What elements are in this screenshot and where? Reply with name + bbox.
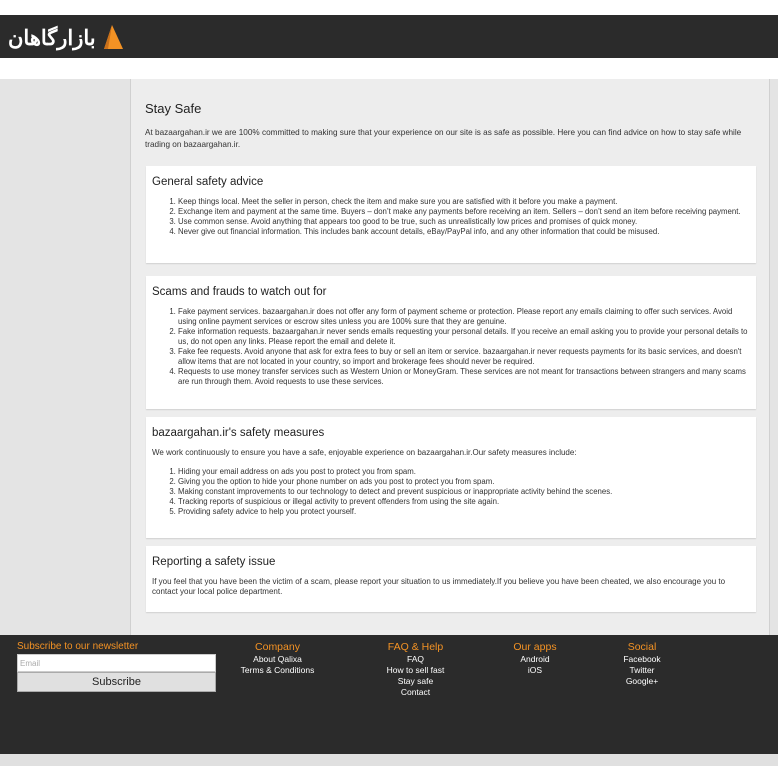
footer-link-ios[interactable]: iOS <box>527 665 543 675</box>
footer-link-facebook[interactable]: Facebook <box>623 654 661 664</box>
list-item: 4. Requests to use money transfer services such as Western Union or MoneyGram. These services are not meant for transactions between strangers and many scams are run through them. Avoid requests to use these services. <box>178 367 750 387</box>
newsletter-form <box>17 641 217 692</box>
list-item: 1. Fake payment services. bazaargahan.ir does not offer any form of payment scheme or protection. Please report any emails claiming to offer such services. Avoid using online payment services or escrow sites unless you are 100% sure that they are genuine. <box>178 307 750 327</box>
footer-link-twitter[interactable]: Twitter <box>629 665 655 675</box>
list-item: 3. Making constant improvements to our technology to detect and prevent suspicious or inappropriate activity behind the scenes. <box>178 487 750 497</box>
top-header <box>0 15 778 58</box>
footer-link-googleplus[interactable]: Google+ <box>625 676 659 686</box>
list-item: 4. Never give out financial information. This includes bank account details, eBay/PayPal info, and any other information that could be misused. <box>178 227 750 237</box>
footer-column-title: Our apps <box>513 641 557 653</box>
list-item: 4. Tracking reports of suspicious or illegal activity to prevent offenders from using the site again. <box>178 497 750 507</box>
section-title: bazaargahan.ir's safety measures <box>152 427 325 439</box>
sail-logo-icon <box>98 23 124 51</box>
main-content <box>130 79 770 635</box>
footer-link-stay-safe[interactable]: Stay safe <box>397 676 434 686</box>
list-item: 5. Providing safety advice to help you protect yourself. <box>178 507 750 517</box>
footer-link-contact[interactable]: Contact <box>400 687 431 697</box>
footer-column-faq <box>368 641 463 698</box>
footer-link-faq[interactable]: FAQ <box>406 654 424 664</box>
advice-list <box>152 197 750 237</box>
footer-column-company <box>220 641 335 676</box>
footer-link-sell-fast[interactable]: How to sell fast <box>386 665 445 675</box>
footer-column-title: FAQ & Help <box>387 641 444 653</box>
footer-column-social <box>607 641 677 687</box>
list-item: 1. Keep things local. Meet the seller in person, check the item and make sure you are satisfied with it before you make a payment. <box>178 197 750 207</box>
footer-link-terms[interactable]: Terms & Conditions <box>240 665 315 675</box>
footer-column-apps <box>500 641 570 676</box>
footer-column-title: Social <box>627 641 657 653</box>
bottom-strip <box>0 754 778 766</box>
scams-list <box>152 307 750 387</box>
section-title: Reporting a safety issue <box>152 556 276 568</box>
section-general-safety <box>146 166 756 263</box>
footer-link-about[interactable]: About Qalixa <box>253 654 302 664</box>
subscribe-button[interactable]: Subscribe <box>17 672 216 692</box>
section-safety-measures <box>146 417 756 538</box>
newsletter-email-input[interactable] <box>17 654 216 672</box>
section-intro: We work continuously to ensure you have a safe, enjoyable experience on bazaargahan.ir.Our safety measures include: <box>152 448 577 457</box>
section-title: Scams and frauds to watch out for <box>152 286 327 298</box>
list-item: 2. Fake information requests. bazaargahan.ir never sends emails requesting your personal details. If you receive an email asking you to provide your personal details to us, do not open any links. Please report the email and delete it. <box>178 327 750 347</box>
section-intro: If you feel that you have been the victim of a scam, please report your situation to us immediately.If you believe you have been cheated, we also encourage you to contact your local police department. <box>152 577 726 596</box>
footer-link-android[interactable]: Android <box>520 654 550 664</box>
page-intro: At bazaargahan.ir we are 100% committed to making sure that your experience on our site is as safe as possible. Here you can find advice on how to stay safe while trading on bazaargahan.ir. <box>145 128 742 149</box>
site-logo[interactable] <box>8 21 124 53</box>
list-item: 3. Use common sense. Avoid anything that appears too good to be true, such as unrealistically low prices and promises of quick money. <box>178 217 750 227</box>
page-title: Stay Safe <box>145 101 202 116</box>
footer-column-title: Company <box>255 641 300 653</box>
list-item: 3. Fake fee requests. Avoid anyone that ask for extra fees to buy or sell an item or service. bazaargahan.ir never requests payments for its basic services, and doesn't allow items that are not located in your country, so import and brokerage fees should never be required. <box>178 347 750 367</box>
list-item: 1. Hiding your email address on ads you post to protect you from spam. <box>178 467 750 477</box>
section-title: General safety advice <box>152 176 264 188</box>
list-item: 2. Exchange item and payment at the same time. Buyers – don’t make any payments before receiving an item. Sellers – don’t send an item before receiving payment. <box>178 207 750 217</box>
section-reporting <box>146 546 756 612</box>
section-scams <box>146 276 756 409</box>
site-footer <box>0 635 778 754</box>
newsletter-title: Subscribe to our newsletter <box>17 641 139 652</box>
measures-list <box>152 467 750 517</box>
logo-text: بازارگاهان <box>8 24 96 50</box>
list-item: 2. Giving you the option to hide your phone number on ads you post to protect you from spam. <box>178 477 750 487</box>
